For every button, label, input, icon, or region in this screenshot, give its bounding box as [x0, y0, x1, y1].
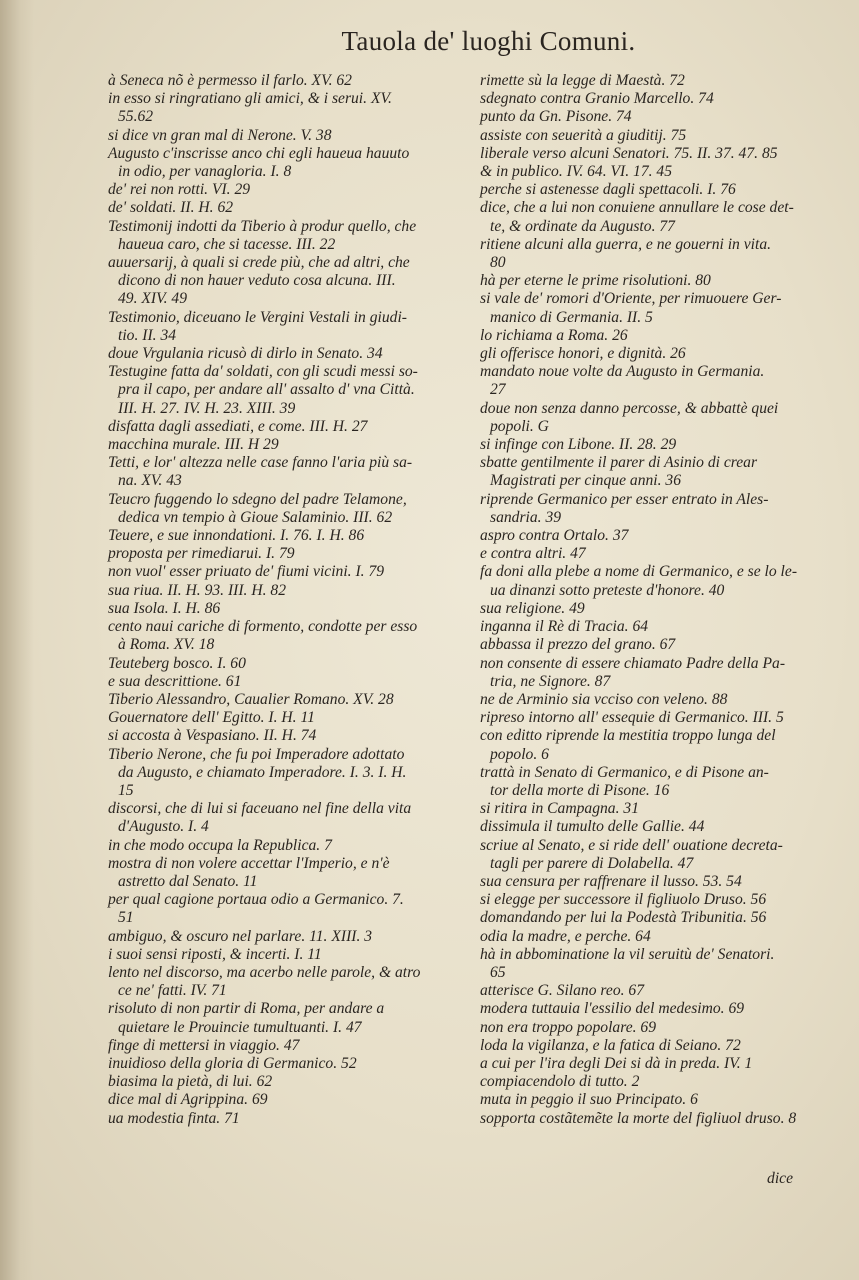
index-entry-line: si infinge con Libone. II. 28. 29	[480, 436, 677, 454]
index-entry-line: con editto riprende la mestitia troppo lunga del	[480, 727, 776, 745]
index-entry-line: si ritira in Campagna. 31	[480, 800, 639, 818]
index-entry-line: in esso si ringratiano gli amici, & i serui. XV.	[108, 90, 392, 108]
index-entry-line: loda la vigilanza, e la fatica di Seiano. 72	[480, 1036, 741, 1054]
index-entry-line: sbatte gentilmente il parer di Asinio di crear	[480, 454, 758, 472]
index-entry-line: punto da Gn. Pisone. 74	[480, 108, 632, 126]
index-entry-line: tor della morte di Pisone. 16	[490, 781, 670, 799]
index-entry-line: Testugine fatta da' soldati, con gli scudi messi so-	[108, 363, 418, 381]
index-entry-line: non vuol' esser priuato de' fiumi vicini. I. 79	[108, 563, 385, 581]
index-entry-line: biasima la pietà, di lui. 62	[108, 1073, 273, 1091]
index-entry-line: 51	[118, 909, 134, 927]
index-entry-line: ne de Arminio sia vcciso con veleno. 88	[480, 690, 728, 708]
index-entry-line: ambiguo, & oscuro nel parlare. 11. XIII. 3	[108, 927, 373, 945]
index-entry-line: ripreso intorno all' essequie di Germanico. III. 5	[480, 709, 784, 727]
index-entry-line: modera tuttauia l'essilio del medesimo. 69	[480, 1000, 745, 1018]
index-entry-line: ce ne' fatti. IV. 71	[118, 982, 227, 1000]
index-entry-line: de' soldati. II. H. 62	[108, 199, 234, 217]
page-header: Tauola de' luoghi Comuni.	[341, 26, 636, 56]
index-entry-line: Testimonio, diceuano le Vergini Vestali in giudi-	[108, 308, 408, 326]
index-entry-line: in odio, per vanagloria. I. 8	[118, 163, 292, 181]
index-entry-line: disfatta dagli assediati, e come. III. H. 27	[108, 417, 368, 435]
index-entry-line: proposta per rimediarui. I. 79	[108, 545, 295, 563]
index-entry-line: i suoi sensi riposti, & incerti. I. 11	[108, 945, 322, 963]
index-entry-line: fa doni alla plebe a nome di Germanico, e se lo le-	[480, 563, 798, 581]
index-entry-line: perche si astenesse dagli spettacoli. I. 76	[480, 181, 736, 199]
index-entry-line: tagli per parere di Dolabella. 47	[490, 854, 694, 872]
index-entry-line: gli offerisce honori, e dignità. 26	[480, 345, 686, 363]
index-entry-line: sua Isola. I. H. 86	[108, 599, 221, 617]
index-entry-line: rimette sù la legge di Maestà. 72	[480, 72, 685, 89]
index-entry-line: haueua caro, che si tacesse. III. 22	[118, 235, 336, 253]
index-entry-line: quietare le Prouincie tumultuanti. I. 47	[118, 1018, 362, 1036]
index-entry-line: si elegge per successore il figliuolo Druso. 56	[480, 891, 767, 909]
index-entry-line: d'Augusto. I. 4	[118, 818, 209, 836]
index-entry-line: ua dinanzi sotto preteste d'honore. 40	[490, 581, 725, 599]
index-entry-line: na. XV. 43	[118, 472, 182, 490]
index-entry-line: 15	[118, 781, 134, 799]
index-entry-line: te, & ordinate da Augusto. 77	[490, 217, 675, 235]
index-entry-line: lento nel discorso, ma acerbo nelle parole, & atro	[108, 963, 421, 981]
index-entry-line: si vale de' romori d'Oriente, per rimuouere Ger-	[480, 290, 782, 308]
index-entry-line: III. H. 27. IV. H. 23. XIII. 39	[118, 399, 296, 417]
index-entry-line: dedica vn tempio à Gioue Salaminio. III. 62	[118, 508, 393, 526]
index-entry-line: tio. II. 34	[118, 326, 177, 344]
index-entry-line: Tiberio Nerone, che fu poi Imperadore adottato	[108, 745, 405, 763]
index-column-left	[108, 72, 468, 1128]
index-entry-line: compiacendolo di tutto. 2	[480, 1073, 640, 1091]
index-entry-line: mandato noue volte da Augusto in Germania.	[480, 363, 765, 381]
index-entry-line: tria, ne Signore. 87	[490, 672, 611, 690]
index-entry-line: abbassa il prezzo del grano. 67	[480, 636, 676, 654]
index-entry-line: dissimula il tumulto delle Gallie. 44	[480, 818, 705, 836]
index-entry-line: Teuere, e sue innondationi. I. 76. I. H. 86	[108, 527, 365, 545]
page-gutter-shadow	[0, 0, 34, 1280]
index-entry-line: 55.62	[118, 108, 154, 126]
index-entry-line: popolo. 6	[490, 745, 549, 763]
index-entry-line: à Roma. XV. 18	[118, 636, 215, 654]
index-entry-line: sdegnato contra Granio Marcello. 74	[480, 90, 714, 108]
index-column-right	[480, 72, 825, 1128]
index-entry-line: liberale verso alcuni Senatori. 75. II. 37. 47. 85	[480, 144, 778, 162]
index-entry-line: 27	[490, 381, 506, 399]
index-entry-line: scriue al Senato, e si ride dell' ouatione decreta-	[480, 836, 783, 854]
index-entry-line: popoli. G	[490, 417, 549, 435]
index-entry-line: 49. XIV. 49	[118, 290, 188, 308]
index-entry-line: sopporta costãtemẽte la morte del figliuol druso. 8	[480, 1109, 797, 1127]
index-entry-line: riprende Germanico per esser entrato in Ales-	[480, 490, 769, 508]
index-entry-line: finge di mettersi in viaggio. 47	[108, 1036, 300, 1054]
index-entry-line: doue Vrgulania ricusò di dirlo in Senato. 34	[108, 345, 383, 363]
index-entry-line: Tetti, e lor' altezza nelle case fanno l'aria più sa-	[108, 454, 413, 472]
index-entry-line: in che modo occupa la Republica. 7	[108, 836, 332, 854]
index-entry-line: ua modestia finta. 71	[108, 1109, 240, 1127]
index-entry-line: a cui per l'ira degli Dei si dà in preda. IV. 1	[480, 1054, 753, 1072]
index-entry-line: 65	[490, 963, 506, 981]
index-entry-line: macchina murale. III. H 29	[108, 436, 279, 454]
index-entry-line: aspro contra Ortalo. 37	[480, 527, 629, 545]
index-entry-line: non era troppo popolare. 69	[480, 1018, 657, 1036]
index-entry-line: odia la madre, e perche. 64	[480, 927, 651, 945]
index-entry-line: Teuteberg bosco. I. 60	[108, 654, 246, 672]
index-entry-line: astretto dal Senato. 11	[118, 872, 258, 890]
index-entry-line: inuidioso della gloria di Germanico. 52	[108, 1054, 357, 1072]
index-entry-line: 80	[490, 254, 506, 272]
index-entry-line: inganna il Rè di Tracia. 64	[480, 618, 649, 636]
index-entry-line: cento naui cariche di formento, condotte per esso	[108, 618, 418, 636]
index-entry-line: assiste con seuerità a giuditij. 75	[480, 126, 687, 144]
index-entry-line: dice, che a lui non conuiene annullare le cose det-	[480, 199, 794, 217]
index-entry-line: hà in abbominatione la vil seruitù de' Senatori.	[480, 945, 775, 963]
index-entry-line: Augusto c'inscrisse anco chi egli haueua hauuto	[108, 144, 410, 162]
index-entry-line: sua censura per raffrenare il lusso. 53. 54	[480, 872, 742, 890]
index-entry-line: manico di Germania. II. 5	[490, 308, 653, 326]
index-entry-line: atterisce G. Silano reo. 67	[480, 982, 645, 1000]
index-entry-line: si accosta à Vespasiano. II. H. 74	[108, 727, 317, 745]
index-entry-line: trattà in Senato di Germanico, e di Pisone an-	[480, 763, 769, 781]
index-entry-line: muta in peggio il suo Principato. 6	[480, 1091, 698, 1109]
index-entry-line: à Seneca nõ è permesso il farlo. XV. 62	[108, 72, 352, 89]
index-entry-line: discorsi, che di lui si faceuano nel fine della vita	[108, 800, 412, 818]
index-entry-line: pra il capo, per andare all' assalto d' vna Città.	[118, 381, 415, 399]
index-entry-line: Magistrati per cinque anni. 36	[490, 472, 682, 490]
index-entry-line: sandria. 39	[490, 508, 562, 526]
index-entry-line: ritiene alcuni alla guerra, e ne gouerni in vita.	[480, 235, 772, 253]
index-entry-line: per qual cagione portaua odio a Germanico. 7.	[108, 891, 404, 909]
index-entry-line: dicono di non hauer veduto cosa alcuna. III.	[118, 272, 396, 290]
index-entry-line: auuersarij, à quali si crede più, che ad altri, che	[108, 254, 410, 272]
index-entry-line: de' rei non rotti. VI. 29	[108, 181, 251, 199]
index-entry-line: risoluto di non partir di Roma, per andare a	[108, 1000, 385, 1018]
index-entry-line: Testimonij indotti da Tiberio à produr quello, che	[108, 217, 417, 235]
index-entry-line: Teucro fuggendo lo sdegno del padre Telamone,	[108, 490, 407, 508]
index-entry-line: si dice vn gran mal di Nerone. V. 38	[108, 126, 332, 144]
index-entry-line: e contra altri. 47	[480, 545, 586, 563]
index-entry-line: non consente di essere chiamato Padre della Pa-	[480, 654, 786, 672]
index-entry-line: hà per eterne le prime risolutioni. 80	[480, 272, 711, 290]
index-entry-line: & in publico. IV. 64. VI. 17. 45	[480, 163, 673, 181]
catchword: dice	[767, 1170, 793, 1187]
index-entry-line: dice mal di Agrippina. 69	[108, 1091, 268, 1109]
index-entry-line: Gouernatore dell' Egitto. I. H. 11	[108, 709, 315, 727]
index-entry-line: domandando per lui la Podestà Tribunitia. 56	[480, 909, 767, 927]
index-entry-line: doue non senza danno percosse, & abbattè quei	[480, 399, 779, 417]
index-entry-line: da Augusto, e chiamato Imperadore. I. 3. I. H.	[118, 763, 407, 781]
index-entry-line: Tiberio Alessandro, Caualier Romano. XV. 28	[108, 690, 394, 708]
index-entry-line: sua religione. 49	[480, 599, 585, 617]
index-entry-line: lo richiama a Roma. 26	[480, 326, 628, 344]
index-entry-line: mostra di non volere accettar l'Imperio, e n'è	[108, 854, 390, 872]
index-entry-line: e sua descrittione. 61	[108, 672, 242, 690]
index-entry-line: sua riua. II. H. 93. III. H. 82	[108, 581, 287, 599]
